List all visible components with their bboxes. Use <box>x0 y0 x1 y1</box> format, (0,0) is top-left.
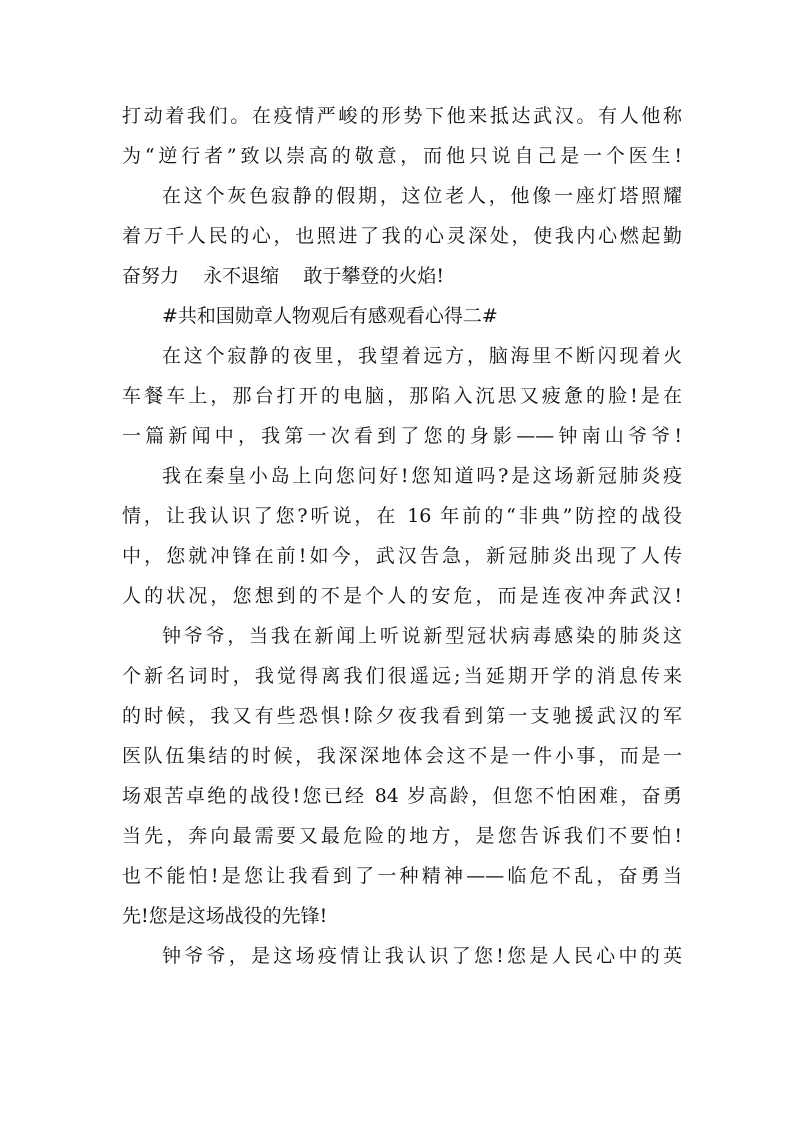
text-line: 我在秦皇小岛上向您问好!您知道吗?是这场新冠肺炎疫 <box>162 465 682 487</box>
text-line: 也不能怕!是您让我看到了一种精神——临危不乱，奋勇当 <box>122 865 682 887</box>
text-line: 打动着我们。在疫情严峻的形势下他来抵达武汉。有人他称 <box>122 105 682 127</box>
text-line: 车餐车上，那台打开的电脑，那陷入沉思又疲惫的脸!是在 <box>122 385 682 407</box>
text-line: 一篇新闻中，我第一次看到了您的身影——钟南山爷爷! <box>122 425 682 447</box>
text-line: 为“逆行者”致以崇高的敬意，而他只说自己是一个医生! <box>122 145 682 167</box>
text-line: 的时候，我又有些恐惧!除夕夜我看到第一支驰援武汉的军 <box>122 705 682 727</box>
text-line: 在这个灰色寂静的假期，这位老人，他像一座灯塔照耀 <box>162 185 682 207</box>
text-line: 奋努力 永不退缩 敢于攀登的火焰! <box>122 265 444 287</box>
text-line: 医队伍集结的时候，我深深地体会这不是一件小事，而是一 <box>122 745 682 767</box>
text-line: 中，您就冲锋在前!如今，武汉告急，新冠肺炎出现了人传 <box>122 545 682 567</box>
text-line: 情，让我认识了您?听说，在 16 年前的“非典”防控的战役 <box>122 505 682 527</box>
text-line: 先!您是这场战役的先锋! <box>122 905 328 927</box>
text-line: 在这个寂静的夜里，我望着远方，脑海里不断闪现着火 <box>162 345 682 367</box>
text-line: 场艰苦卓绝的战役!您已经 84 岁高龄，但您不怕困难，奋勇 <box>122 785 682 807</box>
text-line: 当先，奔向最需要又最危险的地方，是您告诉我们不要怕! <box>122 825 682 847</box>
section-heading: #共和国勋章人物观后有感观看心得二# <box>162 305 498 327</box>
text-line: 人的状况，您想到的不是个人的安危，而是连夜冲奔武汉! <box>122 585 682 607</box>
text-line: 钟爷爷，是这场疫情让我认识了您!您是人民心中的英 <box>162 945 682 967</box>
text-line: 钟爷爷，当我在新闻上听说新型冠状病毒感染的肺炎这 <box>162 625 682 647</box>
document-body <box>122 96 682 976</box>
text-line: 个新名词时，我觉得离我们很遥远;当延期开学的消息传来 <box>122 665 682 687</box>
text-line: 着万千人民的心，也照进了我的心灵深处，使我内心燃起勤 <box>122 225 682 247</box>
